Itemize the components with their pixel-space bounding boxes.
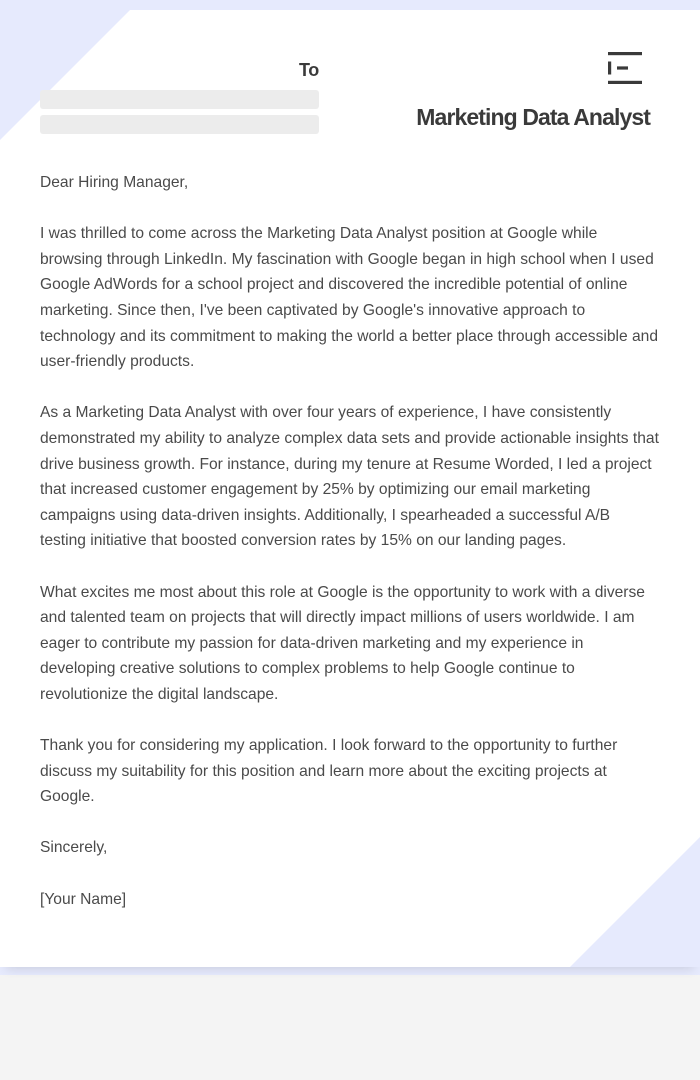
body-paragraph: I was thrilled to come across the Marketing Data Analyst position at Google while browsing through LinkedIn. My fascination with Google began in high school when I used Google AdWords for a school project and discovered the incredible potential of online marketing. Since then, I've been captivated by Google's innovative approach to technology and its commitment to making the world a better place through accessible and user-friendly products. xyxy=(40,225,659,371)
recipient-address-placeholder-line xyxy=(40,90,319,109)
job-title-heading: Marketing Data Analyst xyxy=(416,104,650,130)
body-paragraph: As a Marketing Data Analyst with over four years of experience, I have consistently demonstrated my ability to analyze complex data sets and provide actionable insights that drive business growth. For instance, during my tenure at Resume Worded, I led a project that increased customer engagement by 25% by optimizing our email marketing campaigns using data-driven insights. Additionally, I spearheaded a successful A/B testing initiative that boosted conversion rates by 15% on our landing pages. xyxy=(40,404,659,550)
recipient-label: To xyxy=(298,60,319,80)
letter-body xyxy=(40,170,660,912)
signature: [Your Name] xyxy=(40,890,127,908)
body-paragraph: Thank you for considering my application. I look forward to the opportunity to further discuss my suitability for this position and learn more about the exciting projects at Google. xyxy=(40,737,618,806)
salutation: Dear Hiring Manager, xyxy=(40,174,189,191)
resume-worded-logo-icon xyxy=(608,52,642,84)
closing: Sincerely, xyxy=(40,839,108,857)
body-paragraph: What excites me most about this role at Google is the opportunity to work with a diverse and talented team on projects that will directly impact millions of users worldwide. I am eager to contribute my passion for data-driven marketing and my experience in developing creative solutions to complex problems to help Google continue to revolutionize the digital landscape. xyxy=(40,583,645,703)
cover-letter-page xyxy=(0,10,700,967)
recipient-address-placeholder-line xyxy=(40,115,319,134)
